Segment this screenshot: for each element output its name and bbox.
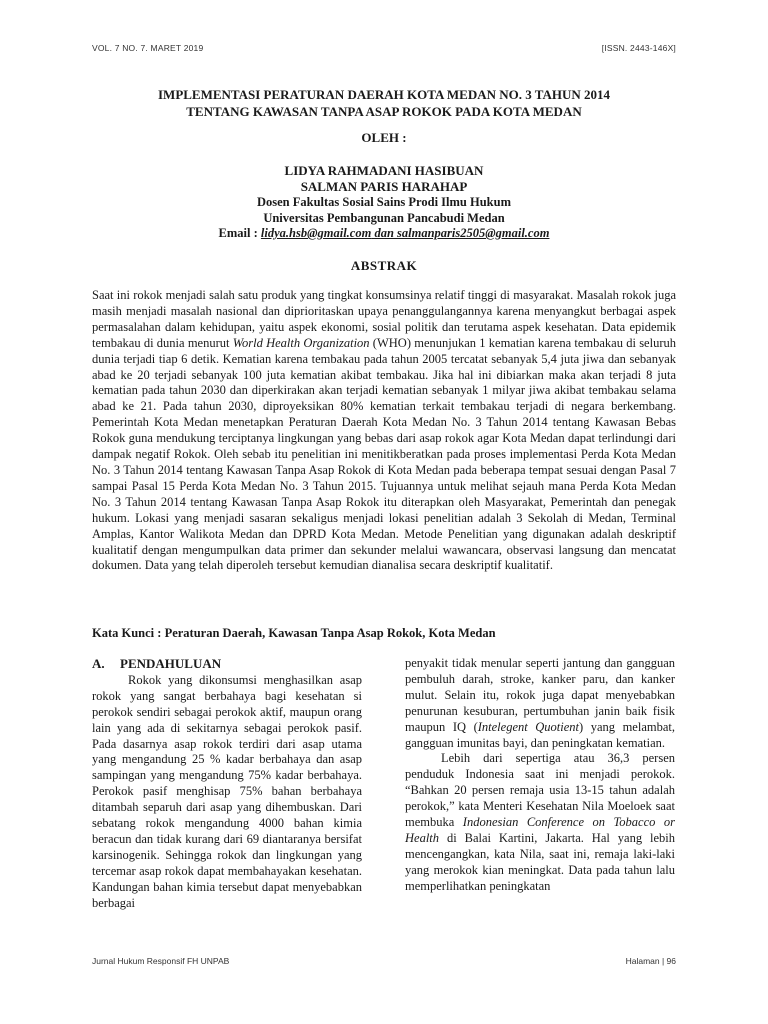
body-paragraph: Rokok yang dikonsumsi menghasilkan asap rokok yang sangat berbahaya bagi kesehatan si perokok sendiri sebagai perokok aktif, maupun orang lain yang ada di sekitarnya sebagai perokok pasif. Pada dasarnya asap rokok terdiri dari asap utama yang mengandung 25 % kadar berbahaya dan asap sampingan yang mengandung 75% kadar berbahaya. Perokok pasif menghisap 75% bahan berbahaya ditambah separuh dari asap yang dihembuskan. Dari sebatang rokok mengandung 4000 bahan kimia beracun dan tidak kurang dari 69 diantaranya bersifat karsinogenik. Sehingga rokok dan lingkungan yang tercemar asap rokok dapat membahayakan kesehatan. Kandungan bahan kimia tersebut dapat menyebabkan berbagai	[92, 672, 362, 910]
footer-journal-name: Jurnal Hukum Responsif FH UNPAB	[92, 956, 230, 966]
abstract-heading: ABSTRAK	[350, 258, 418, 273]
keywords: Kata Kunci : Peraturan Daerah, Kawasan Tanpa Asap Rokok, Kota Medan	[92, 626, 496, 640]
affiliation	[0, 195, 768, 226]
body-italic-term: Indonesian Conference on Tobacco or Health	[405, 815, 676, 845]
email-line	[0, 226, 768, 241]
body-text-part: di Balai Kartini, Jakarta. Hal yang lebih mencengangkan, kata Nila, saat ini, remaja laki-laki yang merokok kian meningkat. Data pada tahun lalu memperlihatkan peningkatan	[405, 830, 675, 893]
author-name: SALMAN PARIS HARAHAP	[300, 179, 468, 194]
paper-title-line-1: IMPLEMENTASI PERATURAN DAERAH KOTA MEDAN NO. 3 TAHUN 2014	[157, 87, 610, 102]
by-label: OLEH :	[361, 130, 407, 145]
email-connector: dan	[371, 226, 398, 240]
body-text-part: penyakit tidak menular seperti jantung dan gangguan pembuluh darah, stroke, kanker paru, dan kanker mulut. Selain itu, rokok juga dapat menyebabkan penurunan kesuburan, pertumbuhan janin baik fisik maupun IQ (	[405, 656, 675, 734]
abstract-text-part: (WHO) menunjukan 1 kematian karena tembakau di seluruh dunia terjadi tiap 6 detik. Kematian karena tembakau pada tahun 2005 tercatat sebanyak 5,4 juta jiwa dan sebanyak abad ke 20 terjadi sebanyak 100 juta kematian akibat tembakau. Jika hal ini dibiarkan maka akan terjadi 8 juta kematian pada tahun 2030 dan diperkirakan akan terjadi kematian sebanyak 1 milyar jiwa akibat tembakau selama abad ke 21. Pada tahun 2030, diproyeksikan 80% kematian terkait tembakau terjadi di negara berkembang. Pemerintah Kota Medan menetapkan Peraturan Daerah Kota Medan No. 3 Tahun 2014 tentang Kawasan Bebas Rokok guna mendukung terciptanya lingkungan yang bebas dari asap rokok agar Kota Medan dapat terlindungi dari dampak negatif Rokok. Oleh sebab itu penelitian ini menitikberatkan pada proses implementasi Perda Kota Medan No. 3 Tahun 2014 tentang Kawasan Tanpa Asap Rokok di Kota Medan pada beberapa tempat sesuai dengan Pasal 7 sampai Pasal 15 Perda Kota Medan No. 3 Tahun 2015. Tujuannya untuk melihat sejauh mana Perda Kota Medan No. 3 Tahun 2014 tentang Kawasan Tanpa Asap Rokok itu diterapkan oleh Masyarakat, Pemerintah dan penegak hukum. Lokasi yang menjadi sasaran sekaligus menjadi lokasi penelitian adalah 3 Sekolah di Medan, Terminal Amplas, Kantor Walikota Medan dan DPRD Kota Medan. Metode Penelitian yang digunakan adalah deskriptif kualitatif dengan mengumpulkan data primer dan sekunder melalui wawancara, observasi langsung dan mencatat dokumen. Data yang telah diperoleh tersebut kemudian dianalisa secara deskriptif kualitatif.	[92, 335, 676, 573]
author-list	[0, 163, 768, 195]
section-heading	[92, 656, 362, 672]
affiliation-faculty: Dosen Fakultas Sosial Sains Prodi Ilmu Hukum	[256, 195, 511, 209]
section-number: A.	[92, 656, 105, 671]
running-header-issn: [ISSN. 2443-146X]	[601, 43, 676, 53]
body-column-left	[92, 656, 362, 912]
body-paragraph	[405, 751, 675, 894]
abstract-text-part: Saat ini rokok menjadi salah satu produk yang tingkat konsumsinya relatif tinggi di masyarakat. Masalah rokok juga masih menjadi masalah nasional dan diprioritaskan upaya penanggulangannya karena menyangkut berbagai aspek permasalahan dalam kehidupan, yaitu aspek ekonomi, sosial politik dan terutama aspek kesehatan. Data epidemik tembakau di dunia menurut	[92, 288, 676, 350]
email-link-first[interactable]: lidya.hsb@gmail.com	[260, 226, 372, 240]
paper-title-line-2: TENTANG KAWASAN TANPA ASAP ROKOK PADA KOTA MEDAN	[186, 104, 582, 119]
body-text-part: ) yang melambat, gangguan imunitas bayi, dan peningkatan kematian.	[405, 719, 675, 750]
affiliation-university: Universitas Pembangunan Pancabudi Medan	[263, 210, 505, 225]
body-text-part: Lebih dari sepertiga atau 36,3 persen penduduk Indonesia saat ini menjadi perokok. “Bahkan 20 persen remaja usia 13-15 tahun adalah perokok,” kata Menteri Kesehatan Nila Moeloek saat membuka	[405, 751, 675, 830]
author-name: LIDYA RAHMADANI HASIBUAN	[284, 163, 484, 178]
paper-title	[0, 86, 768, 120]
body-column-right	[405, 656, 675, 895]
abstract-text	[92, 288, 676, 574]
email-link-second[interactable]: salmanparis2505@gmail.com	[397, 226, 550, 240]
body-italic-term: Intelegent Quotient	[477, 719, 580, 734]
body-paragraph	[405, 656, 675, 751]
email-label: Email :	[218, 226, 261, 240]
section-title: PENDAHULUAN	[120, 656, 222, 671]
footer-page-number: Halaman | 96	[625, 956, 676, 966]
running-header-volume: VOL. 7 NO. 7. MARET 2019	[92, 43, 204, 53]
abstract-who-italic: World Health Organization	[232, 335, 370, 350]
